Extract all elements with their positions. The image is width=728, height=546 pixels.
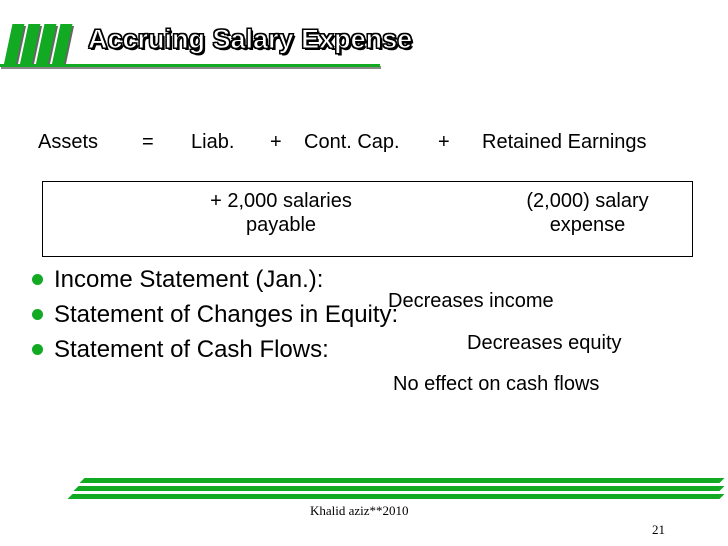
footer-author: Khalid aziz**2010 (310, 503, 409, 518)
retained-earnings-effect (500, 189, 675, 237)
footer-stripe-1 (80, 478, 725, 483)
retained-earnings-effect-line-2: expense (549, 214, 626, 236)
equity-effect: Decreases equity (467, 332, 622, 354)
slide-title: Accruing Salary Expense (88, 24, 413, 54)
list-item: Income Statement (Jan.): (30, 262, 398, 297)
title-underline (0, 64, 380, 67)
retained-earnings-effect-line-1: (2,000) salary (526, 190, 649, 212)
liability-effect (176, 189, 386, 237)
equation-contributed-capital: Cont. Cap. (304, 131, 400, 153)
equation-plus-2: + (438, 131, 450, 153)
list-item: Statement of Cash Flows: (30, 332, 398, 367)
equation-liabilities: Liab. (191, 131, 235, 153)
footer-stripe-2 (74, 486, 725, 491)
equation-equals: = (142, 131, 154, 153)
equation-retained-earnings: Retained Earnings (482, 131, 647, 153)
cash-flow-effect: No effect on cash flows (393, 373, 600, 395)
bullet-icon (32, 274, 43, 285)
page-number: 21 (652, 522, 665, 537)
equation-plus-1: + (270, 131, 282, 153)
liability-effect-line-1: + 2,000 salaries (210, 190, 352, 212)
title-decoration (2, 24, 76, 66)
list-item: Statement of Changes in Equity: (30, 297, 398, 332)
bullet-icon (32, 344, 43, 355)
statement-list (30, 262, 398, 367)
liability-effect-line-2: payable (245, 214, 317, 236)
income-effect: Decreases income (388, 290, 554, 312)
bullet-icon (32, 309, 43, 320)
footer-stripe-3 (68, 494, 725, 499)
equation-assets: Assets (38, 131, 99, 153)
